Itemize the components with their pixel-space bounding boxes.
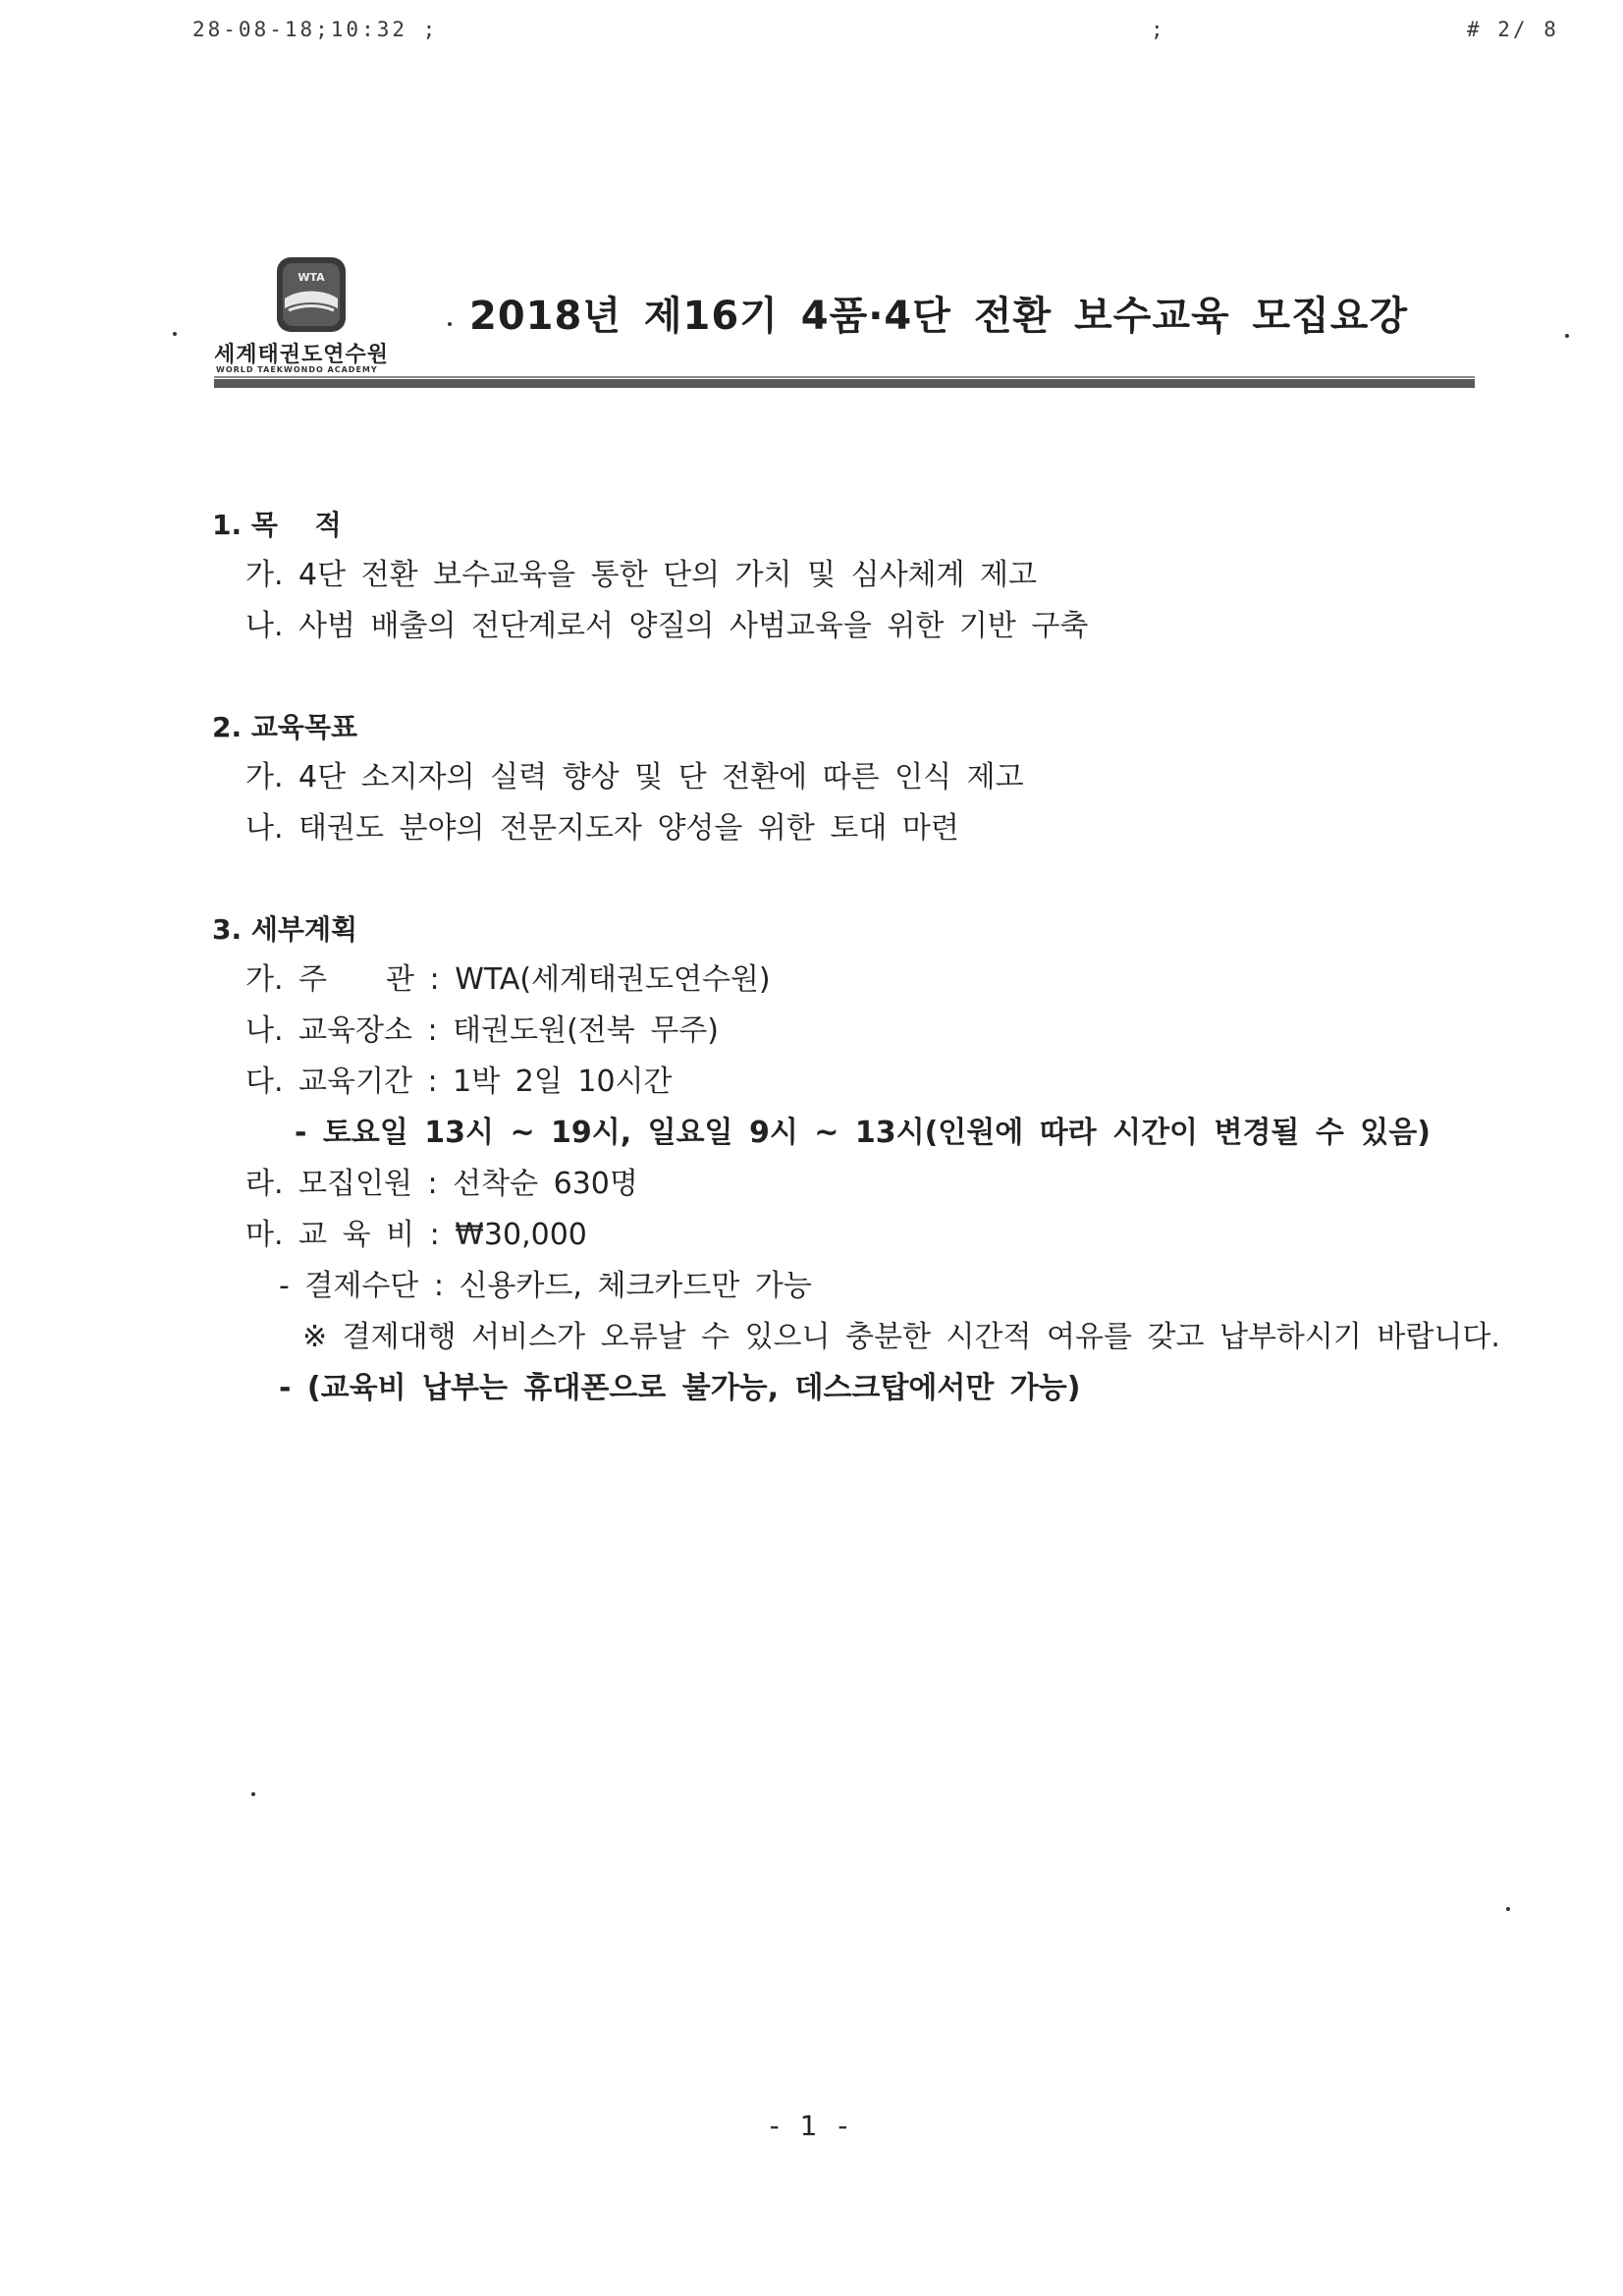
section-heading: 1. 목 적 <box>212 509 342 541</box>
academy-subtitle: WORLD TAEKWONDO ACADEMY <box>216 365 378 374</box>
list-item: 다. 교육기간 : 1박 2일 10시간 <box>245 1065 673 1099</box>
list-item: 마. 교 육 비 : ₩30,000 <box>245 1218 587 1252</box>
wta-emblem-text: WTA <box>298 271 325 284</box>
scan-speck <box>1506 1907 1510 1911</box>
payment-device-note: - (교육비 납부는 휴대폰으로 불가능, 데스크탑에서만 가능) <box>279 1371 1081 1405</box>
scan-speck <box>1565 334 1569 338</box>
title-divider-thin <box>214 376 1475 378</box>
payment-warning-note: ※ 결제대행 서비스가 오류날 수 있으니 충분한 시간적 여유를 갖고 납부하시기 바랍니다. <box>302 1320 1500 1354</box>
fax-datetime: 28-08-18;10:32 ; <box>192 18 439 41</box>
fax-separator: ; <box>1151 18 1166 41</box>
list-item: 가. 4단 소지자의 실력 향상 및 단 전환에 따른 인식 제고 <box>245 760 1024 794</box>
scan-speck <box>448 322 452 326</box>
schedule-note: - 토요일 13시 ~ 19시, 일요일 9시 ~ 13시(인원에 따라 시간이 변경될 수 있음) <box>295 1116 1431 1150</box>
section-heading: 2. 교육목표 <box>212 711 358 743</box>
fax-header <box>0 18 1623 57</box>
section-purpose <box>212 501 1088 652</box>
section-education-goals <box>212 703 1024 854</box>
fax-page-counter: # 2/ 8 <box>1467 18 1559 41</box>
wta-logo <box>214 253 430 375</box>
title-divider <box>214 379 1475 388</box>
list-item: 나. 사범 배출의 전단계로서 양질의 사범교육을 위한 기반 구축 <box>245 609 1089 643</box>
document-title: 2018년 제16기 4품·4단 전환 보수교육 모집요강 <box>469 294 1409 339</box>
section-detailed-plan <box>212 905 1500 1414</box>
scan-speck <box>251 1792 255 1796</box>
payment-method-note: - 결제수단 : 신용카드, 체크카드만 가능 <box>279 1269 812 1303</box>
list-item: 나. 태권도 분야의 전문지도자 양성을 위한 토대 마련 <box>245 811 959 846</box>
list-item: 가. 주 관 : WTA(세계태권도연수원) <box>245 962 771 997</box>
page-number: - 1 - <box>769 2109 854 2142</box>
wta-emblem-icon <box>271 253 352 336</box>
section-heading: 3. 세부계획 <box>212 913 358 946</box>
list-item: 나. 교육장소 : 태권도원(전북 무주) <box>245 1013 719 1048</box>
scan-speck <box>173 332 177 336</box>
list-item: 가. 4단 전환 보수교육을 통한 단의 가치 및 심사체계 제고 <box>245 558 1038 592</box>
academy-name: 세계태권도연수원 <box>214 343 390 367</box>
list-item: 라. 모집인원 : 선착순 630명 <box>245 1167 638 1201</box>
